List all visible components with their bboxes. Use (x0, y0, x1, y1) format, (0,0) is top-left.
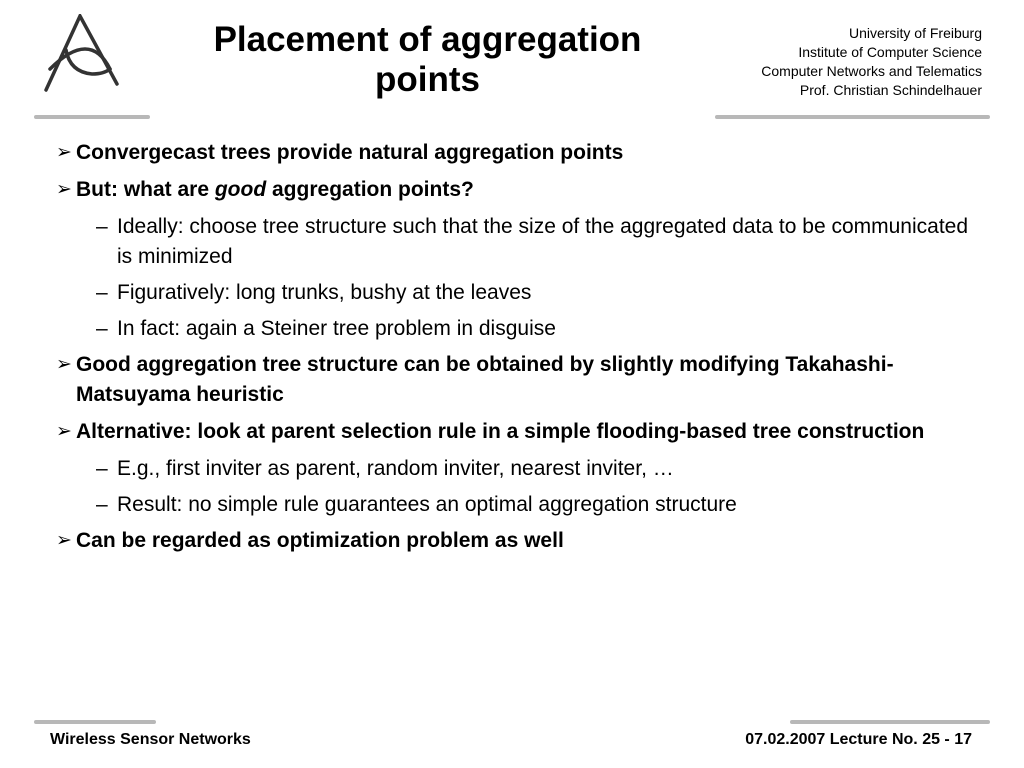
title-line-1: Placement of aggregation (213, 20, 642, 59)
affiliation-block (761, 24, 982, 100)
bullet-arrow-icon: ➢ (56, 179, 72, 200)
dash-marker: – (96, 457, 108, 480)
affiliation-group: Computer Networks and Telematics (761, 63, 982, 79)
dash-marker: – (96, 493, 108, 516)
footer-date-lecture: 07.02.2007 Lecture No. 25 - 17 (745, 731, 972, 748)
bullet-text-pre: But: what are (76, 178, 215, 201)
subbullet-example (56, 454, 976, 484)
subbullet-text: Figuratively: long trunks, bushy at the leaves (117, 281, 532, 304)
bullet-good-points (56, 175, 976, 205)
bullet-text-emphasis: good (214, 178, 267, 201)
bullet-text: Alternative: look at parent selection rule in a simple flooding-based tree construction (76, 420, 925, 443)
bullet-alternative (56, 417, 976, 447)
bullet-arrow-icon: ➢ (56, 530, 72, 551)
subbullet-text: In fact: again a Steiner tree problem in disguise (117, 317, 556, 340)
affiliation-institute: Institute of Computer Science (798, 44, 982, 60)
subbullet-ideally (56, 212, 976, 272)
slide-title (170, 20, 685, 100)
bullet-arrow-icon: ➢ (56, 142, 72, 163)
subbullet-in-fact (56, 314, 976, 344)
bullet-arrow-icon: ➢ (56, 421, 72, 442)
subbullet-text: Result: no simple rule guarantees an optimal aggregation structure (117, 493, 737, 516)
subbullet-figuratively (56, 278, 976, 308)
bullet-text: Can be regarded as optimization problem as well (76, 529, 564, 552)
dash-marker: – (96, 215, 108, 238)
bullet-arrow-icon: ➢ (56, 354, 72, 375)
slide-body (56, 138, 976, 563)
dash-marker: – (96, 317, 108, 340)
bullet-convergecast (56, 138, 976, 168)
title-line-2: points (375, 60, 480, 99)
bullet-text: Good aggregation tree structure can be obtained by slightly modifying Takahashi-Matsuyama heuristic (76, 353, 894, 406)
header-divider-right (715, 115, 990, 119)
affiliation-professor: Prof. Christian Schindelhauer (799, 82, 982, 98)
dash-marker: – (96, 281, 108, 304)
bullet-text: Convergecast trees provide natural aggregation points (76, 141, 624, 164)
footer-divider-right (790, 720, 990, 724)
header-divider-left (34, 115, 150, 119)
footer-course-title: Wireless Sensor Networks (50, 731, 251, 748)
subbullet-text: E.g., first inviter as parent, random inviter, nearest inviter, … (117, 457, 674, 480)
bullet-optimization (56, 526, 976, 556)
subbullet-result (56, 490, 976, 520)
affiliation-university: University of Freiburg (848, 25, 982, 41)
bullet-text-post: aggregation points? (266, 178, 474, 201)
university-logo-icon (40, 14, 120, 94)
bullet-good-tree-structure (56, 350, 976, 410)
subbullet-text: Ideally: choose tree structure such that the size of the aggregated data to be communicated is minimized (117, 215, 969, 268)
footer-divider-left (34, 720, 156, 724)
